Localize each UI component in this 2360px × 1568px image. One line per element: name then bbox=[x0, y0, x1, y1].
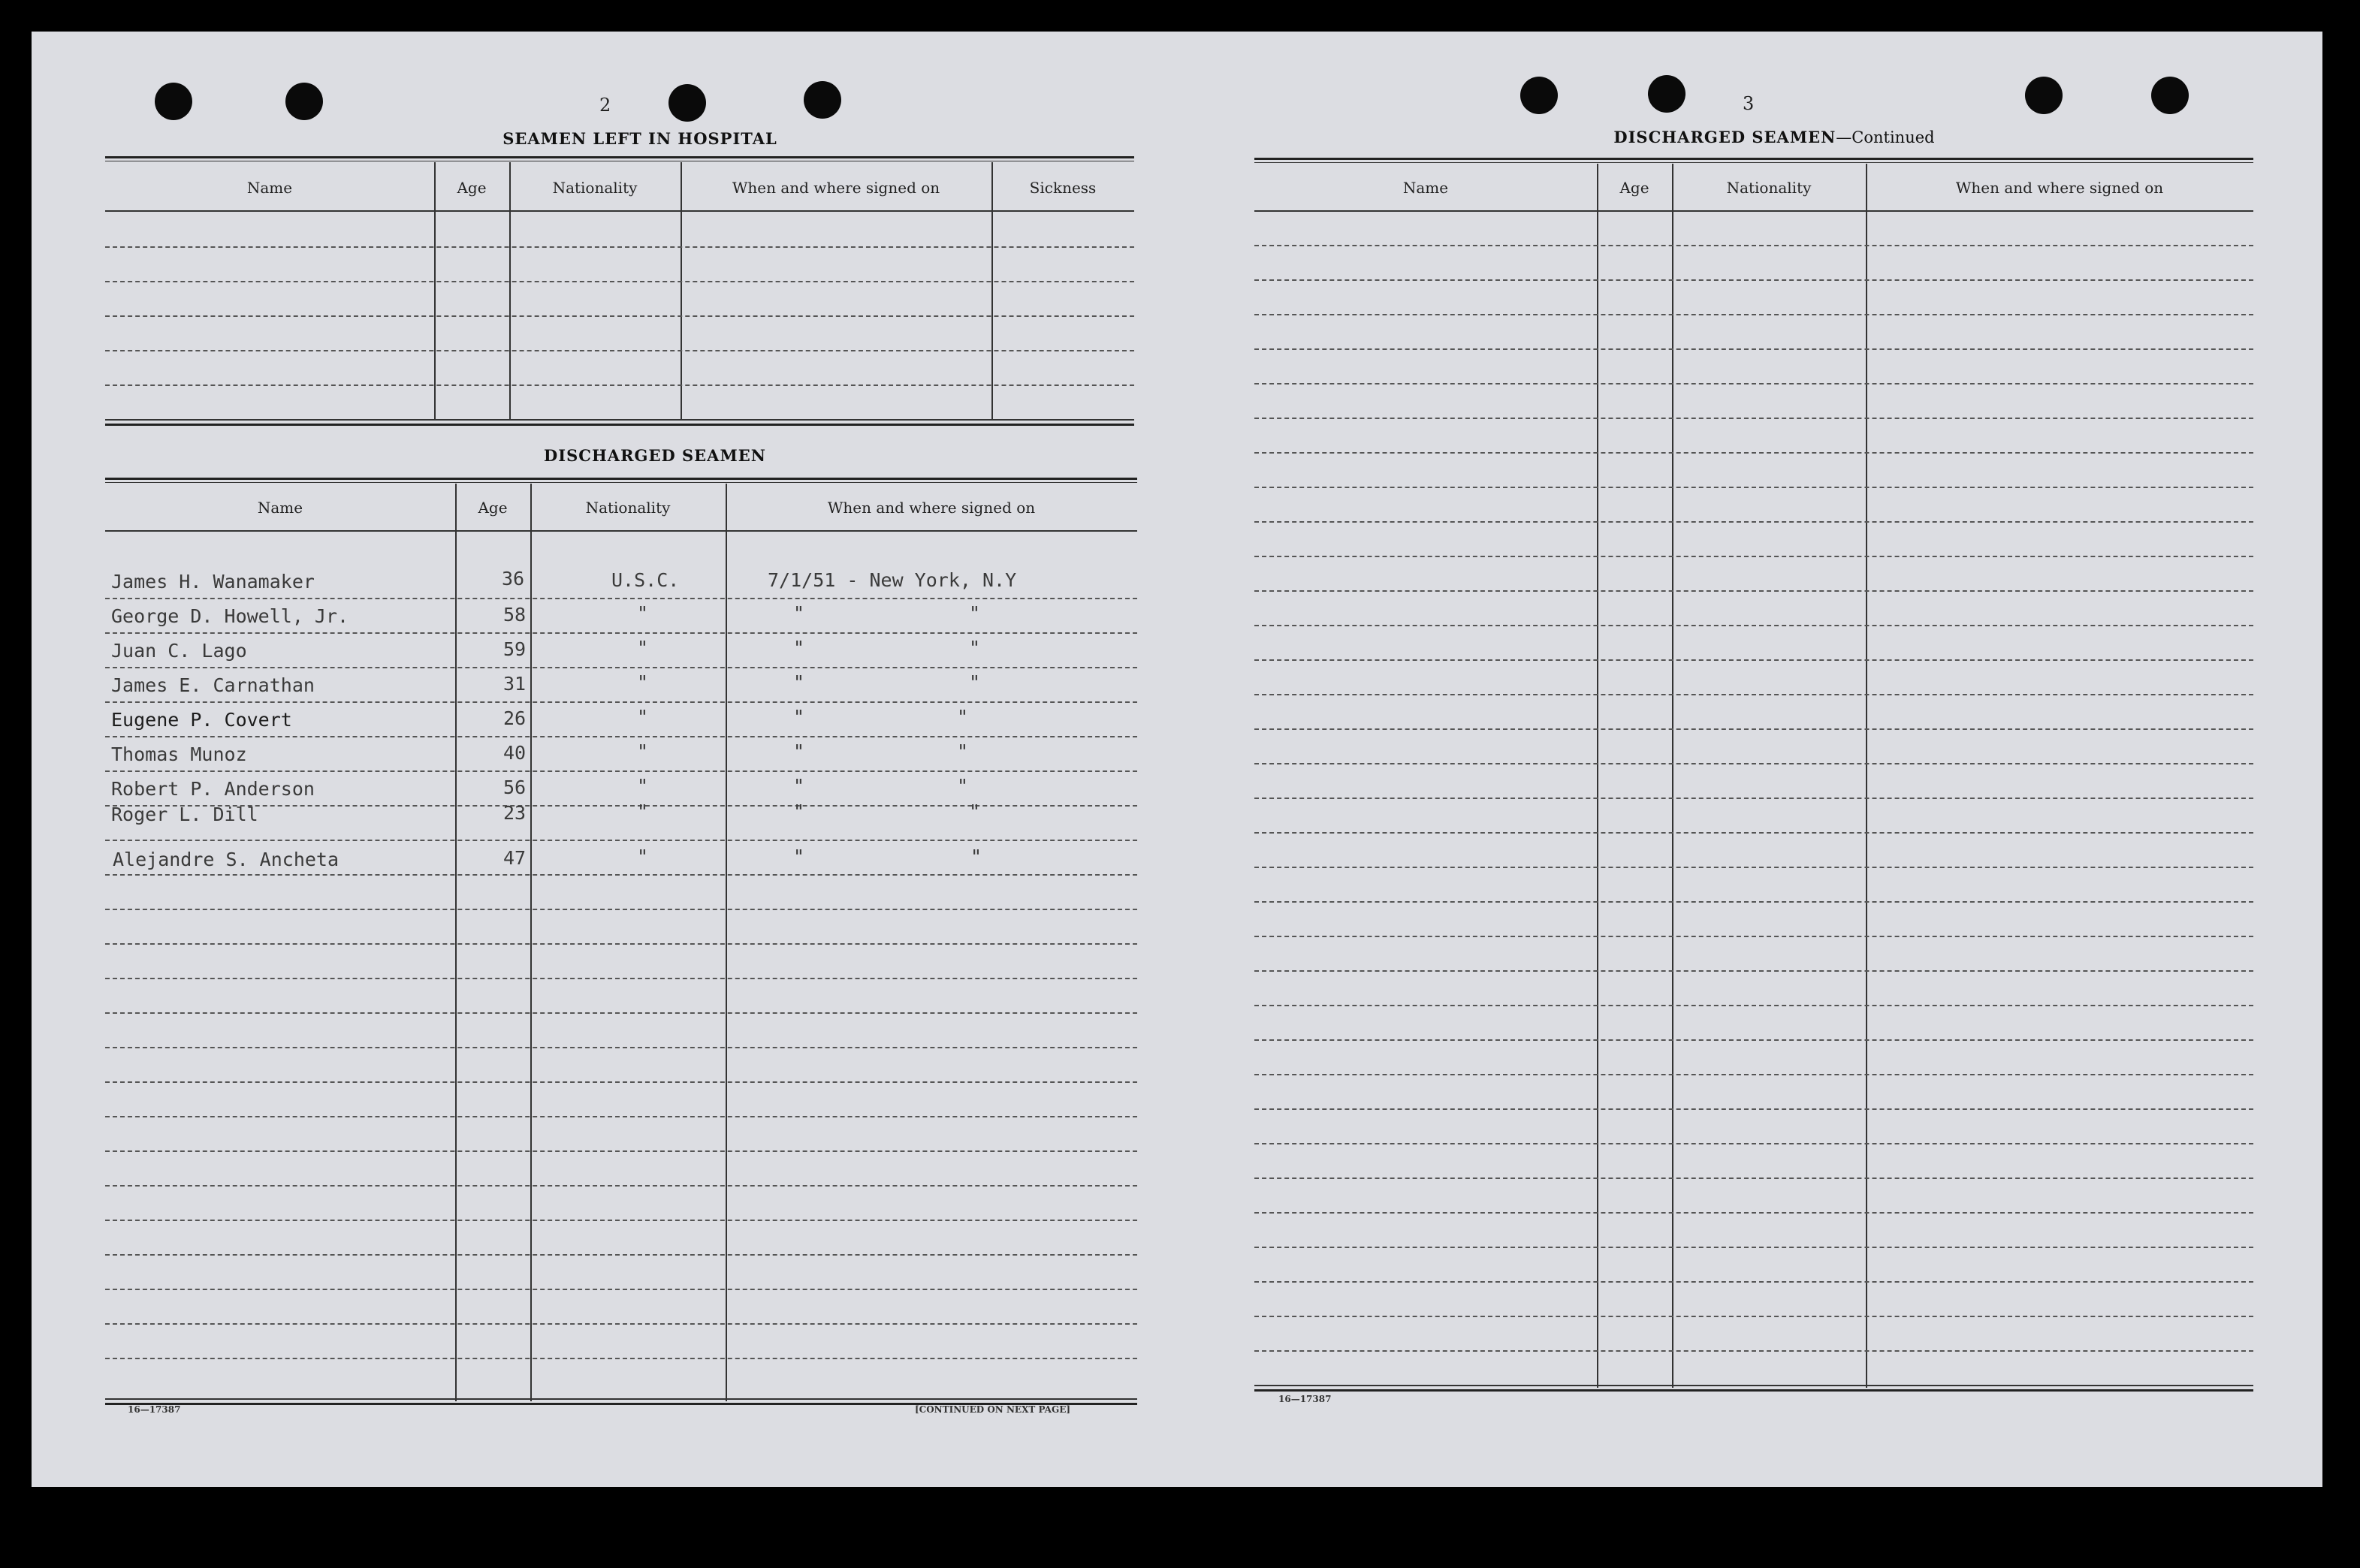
seaman-signed-date: " bbox=[793, 801, 805, 822]
seaman-signed-date: " bbox=[793, 602, 805, 624]
seaman-signed-place: " bbox=[969, 637, 981, 659]
seaman-signed-date: " bbox=[793, 706, 805, 728]
seaman-age: 56 bbox=[503, 776, 527, 798]
seaman-signed-on: 7/1/51 - New York, N.Y bbox=[768, 569, 1017, 591]
seaman-name: Thomas Munoz bbox=[111, 743, 247, 765]
discharged-continued-table bbox=[1254, 158, 2253, 1427]
seaman-signed-date: " bbox=[793, 671, 805, 693]
seaman-age: 26 bbox=[503, 707, 527, 729]
seaman-signed-date: " bbox=[793, 740, 805, 762]
seaman-signed-place: " bbox=[957, 775, 969, 797]
seaman-name: Robert P. Anderson bbox=[111, 778, 315, 800]
seaman-age: 58 bbox=[503, 604, 527, 626]
column-header-nationality: Nationality bbox=[585, 499, 671, 517]
seaman-nationality: " bbox=[637, 775, 649, 797]
seaman-age: 40 bbox=[503, 742, 527, 764]
seaman-name: James H. Wanamaker bbox=[111, 571, 315, 593]
continued-note: [CONTINUED ON NEXT PAGE] bbox=[915, 1404, 1071, 1415]
seaman-nationality: " bbox=[637, 740, 649, 762]
punch-hole bbox=[668, 84, 706, 122]
form-number: 16—17387 bbox=[1278, 1394, 1332, 1404]
column-header-name: Name bbox=[1402, 179, 1449, 197]
seaman-age: 31 bbox=[503, 673, 527, 695]
page-number: 3 bbox=[1743, 93, 1755, 114]
column-header-when-where: When and where signed on bbox=[1955, 179, 2164, 197]
hospital-table bbox=[105, 156, 1134, 457]
seaman-signed-date: " bbox=[793, 846, 805, 867]
discharged-title-text: DISCHARGED SEAMEN bbox=[1613, 128, 1836, 146]
seaman-name: Juan C. Lago bbox=[111, 640, 247, 662]
punch-hole bbox=[1520, 77, 1558, 114]
discharged-continued-title bbox=[1511, 128, 2037, 146]
page-number: 2 bbox=[599, 95, 611, 116]
column-header-name: Name bbox=[246, 179, 293, 197]
column-header-age: Age bbox=[1619, 179, 1649, 197]
punch-hole bbox=[285, 83, 323, 120]
seaman-age: 23 bbox=[503, 802, 527, 824]
column-header-when-where: When and where signed on bbox=[827, 499, 1036, 517]
column-header-nationality: Nationality bbox=[552, 179, 638, 197]
seaman-age: 47 bbox=[503, 847, 527, 869]
form-number: 16—17387 bbox=[128, 1404, 181, 1415]
punch-hole bbox=[804, 81, 841, 119]
punch-hole bbox=[1648, 75, 1685, 113]
punch-hole bbox=[155, 83, 192, 120]
seaman-age: 59 bbox=[503, 638, 527, 660]
column-header-when-where: When and where signed on bbox=[732, 179, 940, 197]
column-header-name: Name bbox=[257, 499, 303, 517]
column-header-age: Age bbox=[478, 499, 508, 517]
seaman-signed-date: " bbox=[793, 637, 805, 659]
seaman-name: George D. Howell, Jr. bbox=[111, 605, 349, 627]
continued-suffix: —Continued bbox=[1836, 128, 1935, 146]
column-header-nationality: Nationality bbox=[1726, 179, 1812, 197]
seaman-signed-date: " bbox=[793, 775, 805, 797]
seaman-nationality: " bbox=[637, 637, 649, 659]
column-header-age: Age bbox=[457, 179, 487, 197]
seaman-signed-place: " bbox=[969, 801, 981, 822]
discharged-section-title: DISCHARGED SEAMEN bbox=[544, 446, 766, 465]
seaman-age: 36 bbox=[502, 568, 525, 590]
seaman-nationality: U.S.C. bbox=[611, 569, 680, 591]
seaman-nationality: " bbox=[637, 846, 649, 867]
seaman-nationality: " bbox=[637, 602, 649, 624]
seaman-signed-place: " bbox=[969, 602, 981, 624]
seaman-name: Alejandre S. Ancheta bbox=[113, 849, 340, 870]
punch-hole bbox=[2025, 77, 2063, 114]
seaman-signed-place: " bbox=[970, 846, 982, 867]
discharged-table bbox=[105, 478, 1137, 1431]
seaman-signed-place: " bbox=[957, 740, 969, 762]
column-header-sickness: Sickness bbox=[1029, 179, 1097, 197]
seaman-signed-place: " bbox=[969, 671, 981, 693]
punch-hole bbox=[2151, 77, 2189, 114]
seaman-nationality: " bbox=[637, 706, 649, 728]
seaman-signed-place: " bbox=[957, 706, 969, 728]
document-sheet bbox=[32, 32, 2322, 1487]
seaman-name: Eugene P. Covert bbox=[111, 709, 292, 731]
hospital-section-title: SEAMEN LEFT IN HOSPITAL bbox=[502, 129, 777, 148]
seaman-nationality: " bbox=[637, 801, 649, 822]
seaman-name: James E. Carnathan bbox=[111, 674, 315, 696]
seaman-nationality: " bbox=[637, 671, 649, 693]
seaman-name: Roger L. Dill bbox=[111, 804, 258, 825]
